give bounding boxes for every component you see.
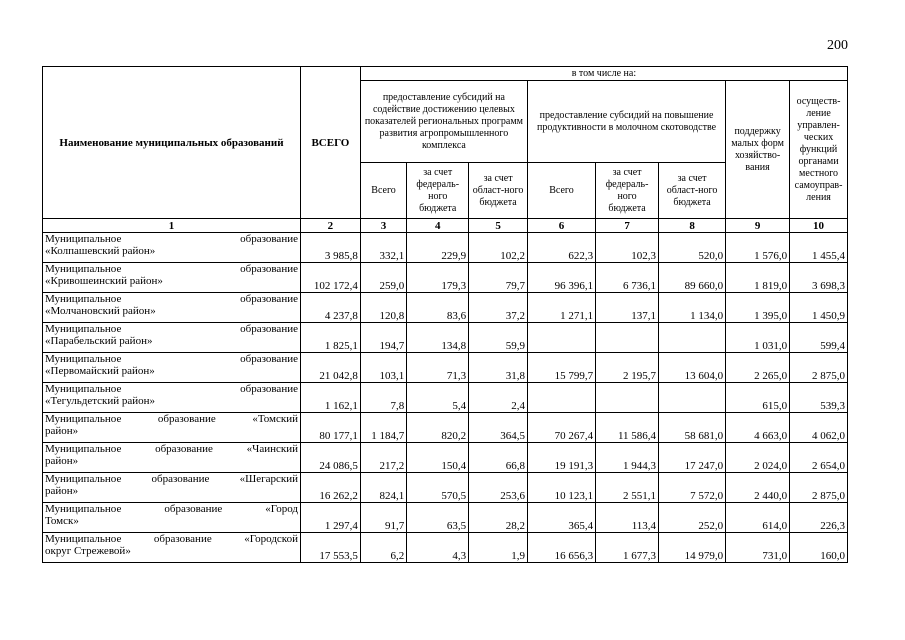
value-cell: 194,7 [360, 323, 406, 353]
group-a-total-header: Всего [360, 163, 406, 219]
column-numbers-row [43, 219, 848, 233]
group-b-regional-header: за счет област-ного бюджета [659, 163, 726, 219]
municipality-name-line2: «Колпашевский район» [45, 245, 156, 257]
value-cell: 2 265,0 [726, 353, 790, 383]
municipality-name [43, 533, 301, 563]
group-b-federal-header: за счет федераль-ного бюджета [596, 163, 659, 219]
value-cell: 2 195,7 [596, 353, 659, 383]
municipality-name [43, 263, 301, 293]
municipality-name-line1: Муниципальное образование [45, 233, 298, 245]
value-cell: 2 024,0 [726, 443, 790, 473]
value-cell: 179,3 [407, 263, 469, 293]
value-cell: 70 267,4 [527, 413, 595, 443]
column-number: 3 [360, 219, 406, 233]
col9-header: поддержку малых форм хозяйство-вания [726, 81, 790, 219]
value-cell: 5,4 [407, 383, 469, 413]
table-row [43, 413, 848, 443]
municipality-name-line1: Муниципальное образование [45, 293, 298, 305]
value-cell: 2 551,1 [596, 473, 659, 503]
value-cell: 1 455,4 [790, 233, 848, 263]
municipality-name-line1: Муниципальное образование «Шегарский [45, 473, 298, 485]
table-row [43, 383, 848, 413]
value-cell: 113,4 [596, 503, 659, 533]
municipality-name-line1: Муниципальное образование «Томский [45, 413, 298, 425]
value-cell: 1,9 [469, 533, 528, 563]
total-column-header: ВСЕГО [300, 67, 360, 219]
group-b-total-header: Всего [527, 163, 595, 219]
value-cell: 24 086,5 [300, 443, 360, 473]
value-cell: 63,5 [407, 503, 469, 533]
value-cell: 102 172,4 [300, 263, 360, 293]
value-cell: 58 681,0 [659, 413, 726, 443]
group-a-regional-header: за счет област-ного бюджета [469, 163, 528, 219]
group-a-federal-header: за счет федераль-ного бюджета [407, 163, 469, 219]
value-cell: 2 440,0 [726, 473, 790, 503]
value-cell: 4,3 [407, 533, 469, 563]
name-column-header: Наименование муниципальных образований [43, 67, 301, 219]
value-cell [596, 383, 659, 413]
value-cell: 1 677,3 [596, 533, 659, 563]
value-cell: 102,3 [596, 233, 659, 263]
value-cell: 622,3 [527, 233, 595, 263]
municipality-name-line1: Муниципальное образование [45, 323, 298, 335]
table-row [43, 233, 848, 263]
value-cell: 71,3 [407, 353, 469, 383]
value-cell: 2 654,0 [790, 443, 848, 473]
value-cell: 89 660,0 [659, 263, 726, 293]
col10-header: осуществ-ление управлен-ческих функций органами местного самоуправ-ления [790, 81, 848, 219]
value-cell: 21 042,8 [300, 353, 360, 383]
value-cell: 229,9 [407, 233, 469, 263]
municipality-name [43, 443, 301, 473]
municipality-name-line1: Муниципальное образование «Городской [45, 533, 298, 545]
table-row [43, 323, 848, 353]
municipality-name-line1: Муниципальное образование «Город [45, 503, 298, 515]
value-cell: 1 825,1 [300, 323, 360, 353]
column-number: 1 [43, 219, 301, 233]
value-cell: 217,2 [360, 443, 406, 473]
value-cell: 134,8 [407, 323, 469, 353]
municipality-name [43, 473, 301, 503]
value-cell: 37,2 [469, 293, 528, 323]
table-row [43, 293, 848, 323]
table-body [43, 233, 848, 563]
value-cell: 3 698,3 [790, 263, 848, 293]
value-cell: 332,1 [360, 233, 406, 263]
table-row [43, 353, 848, 383]
group-b-header: предоставление субсидий на повышение продуктивности в молочном скотоводстве [527, 81, 725, 163]
municipality-name-line2: «Молчановский район» [45, 305, 156, 317]
value-cell: 11 586,4 [596, 413, 659, 443]
value-cell: 160,0 [790, 533, 848, 563]
value-cell: 1 184,7 [360, 413, 406, 443]
value-cell: 1 395,0 [726, 293, 790, 323]
value-cell: 102,2 [469, 233, 528, 263]
value-cell: 120,8 [360, 293, 406, 323]
column-number: 9 [726, 219, 790, 233]
municipality-name-line2: район» [45, 485, 79, 497]
column-number: 2 [300, 219, 360, 233]
municipality-name [43, 293, 301, 323]
subsidy-table [42, 66, 848, 563]
value-cell: 820,2 [407, 413, 469, 443]
municipality-name [43, 353, 301, 383]
value-cell: 253,6 [469, 473, 528, 503]
municipality-name [43, 413, 301, 443]
value-cell: 2 875,0 [790, 353, 848, 383]
value-cell: 1 576,0 [726, 233, 790, 263]
value-cell: 1 031,0 [726, 323, 790, 353]
value-cell: 16 656,3 [527, 533, 595, 563]
municipality-name-line1: Муниципальное образование [45, 263, 298, 275]
value-cell: 59,9 [469, 323, 528, 353]
value-cell: 7,8 [360, 383, 406, 413]
municipality-name [43, 503, 301, 533]
value-cell: 6,2 [360, 533, 406, 563]
column-number: 6 [527, 219, 595, 233]
municipality-name [43, 383, 301, 413]
value-cell [659, 383, 726, 413]
value-cell: 13 604,0 [659, 353, 726, 383]
value-cell [659, 323, 726, 353]
municipality-name-line1: Муниципальное образование «Чаинский [45, 443, 298, 455]
value-cell [527, 383, 595, 413]
value-cell: 731,0 [726, 533, 790, 563]
municipality-name-line2: «Тегульдетский район» [45, 395, 156, 407]
value-cell: 150,4 [407, 443, 469, 473]
value-cell: 1 162,1 [300, 383, 360, 413]
value-cell: 2,4 [469, 383, 528, 413]
table-row [43, 443, 848, 473]
column-number: 4 [407, 219, 469, 233]
municipality-name [43, 323, 301, 353]
municipality-name-line1: Муниципальное образование [45, 383, 298, 395]
column-number: 7 [596, 219, 659, 233]
value-cell: 16 262,2 [300, 473, 360, 503]
value-cell: 365,4 [527, 503, 595, 533]
value-cell: 1 271,1 [527, 293, 595, 323]
value-cell: 6 736,1 [596, 263, 659, 293]
value-cell: 10 123,1 [527, 473, 595, 503]
table-row [43, 503, 848, 533]
value-cell: 31,8 [469, 353, 528, 383]
value-cell: 614,0 [726, 503, 790, 533]
value-cell: 17 553,5 [300, 533, 360, 563]
value-cell: 1 944,3 [596, 443, 659, 473]
municipality-name-line2: район» [45, 455, 79, 467]
municipality-name-line2: «Первомайский район» [45, 365, 155, 377]
value-cell: 137,1 [596, 293, 659, 323]
value-cell: 80 177,1 [300, 413, 360, 443]
value-cell: 3 985,8 [300, 233, 360, 263]
value-cell: 19 191,3 [527, 443, 595, 473]
value-cell: 2 875,0 [790, 473, 848, 503]
value-cell: 252,0 [659, 503, 726, 533]
value-cell: 1 819,0 [726, 263, 790, 293]
value-cell: 83,6 [407, 293, 469, 323]
column-number: 10 [790, 219, 848, 233]
column-number: 5 [469, 219, 528, 233]
value-cell: 91,7 [360, 503, 406, 533]
group-a-header: предоставление субсидий на содействие достижению целевых показателей региональных программ развития агропромышленного комплекса [360, 81, 527, 163]
value-cell: 66,8 [469, 443, 528, 473]
municipality-name-line1: Муниципальное образование [45, 353, 298, 365]
table-row [43, 533, 848, 563]
value-cell: 103,1 [360, 353, 406, 383]
value-cell: 14 979,0 [659, 533, 726, 563]
value-cell: 1 134,0 [659, 293, 726, 323]
value-cell: 539,3 [790, 383, 848, 413]
value-cell: 824,1 [360, 473, 406, 503]
value-cell: 615,0 [726, 383, 790, 413]
value-cell: 17 247,0 [659, 443, 726, 473]
value-cell: 15 799,7 [527, 353, 595, 383]
table-row [43, 473, 848, 503]
value-cell: 4 663,0 [726, 413, 790, 443]
municipality-name-line2: район» [45, 425, 79, 437]
value-cell: 4 062,0 [790, 413, 848, 443]
value-cell: 28,2 [469, 503, 528, 533]
value-cell: 226,3 [790, 503, 848, 533]
value-cell [596, 323, 659, 353]
value-cell: 7 572,0 [659, 473, 726, 503]
value-cell: 96 396,1 [527, 263, 595, 293]
value-cell: 599,4 [790, 323, 848, 353]
value-cell: 79,7 [469, 263, 528, 293]
municipality-name-line2: «Парабельский район» [45, 335, 153, 347]
value-cell: 259,0 [360, 263, 406, 293]
municipality-name [43, 233, 301, 263]
municipality-name-line2: Томск» [45, 515, 79, 527]
value-cell: 1 450,9 [790, 293, 848, 323]
page-number: 200 [827, 38, 848, 53]
value-cell [527, 323, 595, 353]
table-row [43, 263, 848, 293]
value-cell: 520,0 [659, 233, 726, 263]
value-cell: 4 237,8 [300, 293, 360, 323]
value-cell: 364,5 [469, 413, 528, 443]
municipality-name-line2: «Кривошеинский район» [45, 275, 163, 287]
column-number: 8 [659, 219, 726, 233]
including-header: в том числе на: [360, 67, 847, 81]
municipality-name-line2: округ Стрежевой» [45, 545, 131, 557]
value-cell: 1 297,4 [300, 503, 360, 533]
value-cell: 570,5 [407, 473, 469, 503]
